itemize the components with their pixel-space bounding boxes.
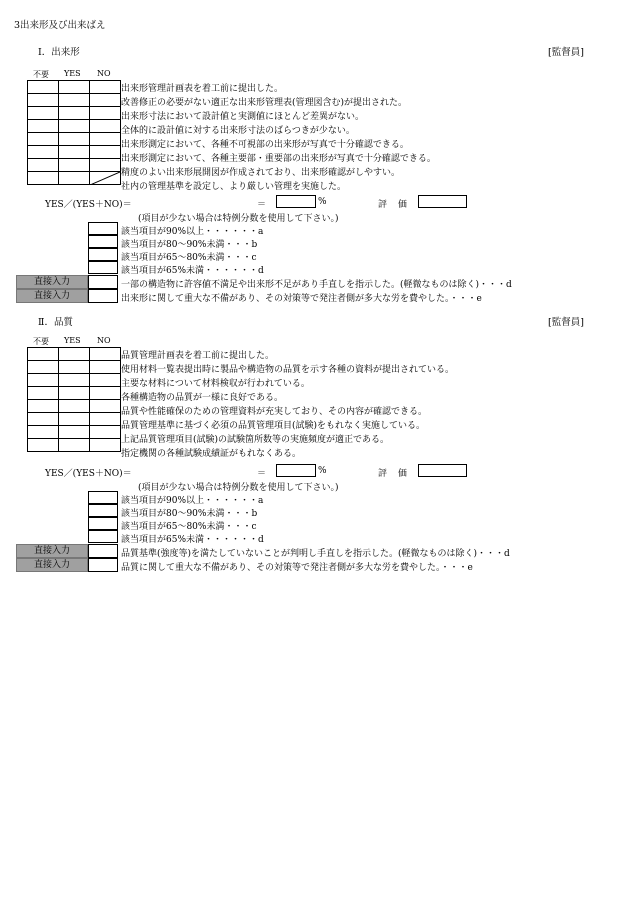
column-header-no: NO xyxy=(97,69,111,78)
direct-input-box-d[interactable] xyxy=(88,275,118,289)
checkbox-cell[interactable] xyxy=(28,146,59,159)
page-title: 3出来形及び出来ばえ xyxy=(14,20,106,31)
column-header-yes: YES xyxy=(64,336,81,345)
checkbox-cell[interactable] xyxy=(59,348,90,361)
column-header-yes: YES xyxy=(64,69,81,78)
checkbox-cell[interactable] xyxy=(28,159,59,172)
checklist-item: 指定機関の各種試験成績証がもれなくある。 xyxy=(121,449,302,459)
checklist-item: 上記品質管理項目(試験)の試験箇所数等の実施頻度が適正である。 xyxy=(121,435,390,445)
checkbox-cell[interactable] xyxy=(28,94,59,107)
checkbox-cell[interactable] xyxy=(90,387,121,400)
special-fraction-note: (項目が少ない場合は特例分数を使用して下さい。) xyxy=(138,483,339,493)
checkbox-cell[interactable] xyxy=(90,94,121,107)
checkbox-cell[interactable] xyxy=(90,400,121,413)
grade-c-box[interactable] xyxy=(88,248,118,261)
grade-b-box[interactable] xyxy=(88,504,118,517)
checkbox-cell[interactable] xyxy=(59,374,90,387)
checkbox-cell[interactable] xyxy=(90,107,121,120)
checkbox-cell[interactable] xyxy=(90,146,121,159)
checkbox-cell[interactable] xyxy=(28,107,59,120)
checkbox-cell[interactable] xyxy=(59,120,90,133)
checkbox-cell[interactable] xyxy=(28,120,59,133)
direct-input-item: 品質基準(強度等)を満たしていないことが判明し手直しを指示した。(軽微なものは除く)・・・d xyxy=(121,549,510,559)
checkbox-cell[interactable] xyxy=(90,413,121,426)
checklist-item: 出来形測定において、各種主要部・重要部の出来形が写真で十分確認できる。 xyxy=(121,154,436,164)
checklist-item: 各種構造物の品質が一様に良好である。 xyxy=(121,393,284,403)
checklist-item: 出来形管理計画表を着工前に提出した。 xyxy=(121,84,284,94)
formula-label: YES／(YES＋NO)＝ xyxy=(45,469,132,479)
checkbox-cell[interactable] xyxy=(59,81,90,94)
direct-input-label: 直接入力 xyxy=(16,275,88,289)
direct-input-item: 品質に関して重大な不備があり、その対策等で発注者側が多大な労を費やした。・・・e xyxy=(121,563,473,573)
checkbox-cell[interactable] xyxy=(90,133,121,146)
equals-sign: ＝ xyxy=(257,469,267,479)
column-header-no: NO xyxy=(97,336,111,345)
grade-item: 該当項目が65%未満・・・・・・d xyxy=(121,535,264,545)
checkbox-cell[interactable] xyxy=(90,374,121,387)
checkbox-cell[interactable] xyxy=(28,374,59,387)
grade-c-box[interactable] xyxy=(88,517,118,530)
checkbox-cell[interactable] xyxy=(28,439,59,452)
direct-input-box-d[interactable] xyxy=(88,544,118,558)
section-title-dekigata: Ⅰ．出来形 xyxy=(38,47,80,58)
checkbox-cell[interactable] xyxy=(90,426,121,439)
checkbox-cell[interactable] xyxy=(28,81,59,94)
checkbox-cell[interactable] xyxy=(59,387,90,400)
diagonal-strike-icon xyxy=(90,172,120,185)
checkbox-cell[interactable] xyxy=(59,426,90,439)
checkbox-cell[interactable] xyxy=(59,107,90,120)
percent-input[interactable] xyxy=(276,464,316,477)
grade-item: 該当項目が90%以上・・・・・・a xyxy=(121,227,264,237)
checklist-item: 社内の管理基準を設定し、より厳しい管理を実施した。 xyxy=(121,182,347,192)
column-header-unneeded: 不要 xyxy=(33,337,49,346)
checklist-item: 主要な材料について材料検収が行われている。 xyxy=(121,379,310,389)
checkbox-cell[interactable] xyxy=(59,133,90,146)
direct-input-box-e[interactable] xyxy=(88,289,118,303)
checkbox-cell[interactable] xyxy=(59,439,90,452)
checklist-item: 使用材料一覧表提出時に製品や構造物の品質を示す各種の資料が提出されている。 xyxy=(121,365,455,375)
checkbox-cell[interactable] xyxy=(28,361,59,374)
checklist-grid-quality xyxy=(27,347,121,452)
checkbox-cell[interactable] xyxy=(90,120,121,133)
direct-input-label: 直接入力 xyxy=(16,544,88,558)
grade-item: 該当項目が80～90%未満・・・b xyxy=(121,240,258,250)
checkbox-cell[interactable] xyxy=(59,159,90,172)
checkbox-cell[interactable] xyxy=(28,172,59,185)
checkbox-cell[interactable] xyxy=(59,413,90,426)
checkbox-cell[interactable] xyxy=(59,146,90,159)
checkbox-cell[interactable] xyxy=(59,172,90,185)
grade-d-box[interactable] xyxy=(88,530,118,543)
checkbox-cell[interactable] xyxy=(59,94,90,107)
grade-item: 該当項目が65%未満・・・・・・d xyxy=(121,266,264,276)
checkbox-cell[interactable] xyxy=(28,413,59,426)
checkbox-cell[interactable] xyxy=(90,348,121,361)
checklist-grid-dekigata xyxy=(27,80,121,185)
checkbox-cell[interactable] xyxy=(90,361,121,374)
checkbox-cell[interactable] xyxy=(59,361,90,374)
direct-input-label: 直接入力 xyxy=(16,558,88,572)
checklist-item: 改善修正の必要がない適正な出来形管理表(管理図含む)が提出された。 xyxy=(121,98,408,108)
evaluation-label: 評 価 xyxy=(378,469,411,479)
percent-sign: % xyxy=(318,197,327,207)
checklist-item: 品質管理基準に基づく必須の品質管理項目(試験)をもれなく実施している。 xyxy=(121,421,426,431)
percent-sign: % xyxy=(318,466,327,476)
checkbox-cell[interactable] xyxy=(28,348,59,361)
grade-item: 該当項目が80～90%未満・・・b xyxy=(121,509,258,519)
supervisor-label: [監督員] xyxy=(548,317,584,328)
evaluation-label: 評 価 xyxy=(378,200,411,210)
checkbox-cell[interactable] xyxy=(59,400,90,413)
checklist-item: 出来形寸法において設計値と実測値にほとんど差異がない。 xyxy=(121,112,365,122)
direct-input-label: 直接入力 xyxy=(16,289,88,303)
equals-sign: ＝ xyxy=(257,200,267,210)
checklist-item: 精度のよい出来形展開図が作成されており、出来形確認がしやすい。 xyxy=(121,168,401,178)
grade-b-box[interactable] xyxy=(88,235,118,248)
direct-input-item: 出来形に関して重大な不備があり、その対策等で発注者側が多大な労を費やした。・・・e xyxy=(121,294,482,304)
grade-item: 該当項目が90%以上・・・・・・a xyxy=(121,496,264,506)
checkbox-cell-struck[interactable] xyxy=(90,172,121,185)
direct-input-item: 一部の構造物に許容値不満足や出来形不足があり手直しを指示した。(軽微なものは除く)・・・d xyxy=(121,280,512,290)
grade-a-box[interactable] xyxy=(88,491,118,504)
evaluation-input[interactable] xyxy=(418,195,467,208)
checkbox-cell[interactable] xyxy=(28,387,59,400)
checkbox-cell[interactable] xyxy=(28,426,59,439)
checklist-item: 品質や性能確保のための管理資料が充実しており、その内容が確認できる。 xyxy=(121,407,428,417)
grade-d-box[interactable] xyxy=(88,261,118,274)
section-title-quality: Ⅱ．品質 xyxy=(38,317,73,328)
grade-a-box[interactable] xyxy=(88,222,118,235)
special-fraction-note: (項目が少ない場合は特例分数を使用して下さい。) xyxy=(138,214,339,224)
checkbox-cell[interactable] xyxy=(28,400,59,413)
supervisor-label: [監督員] xyxy=(548,47,584,58)
grade-item: 該当項目が65～80%未満・・・c xyxy=(121,253,257,263)
checkbox-cell[interactable] xyxy=(90,159,121,172)
percent-input[interactable] xyxy=(276,195,316,208)
checklist-item: 出来形測定において、各種不可視部の出来形が写真で十分確認できる。 xyxy=(121,140,409,150)
checkbox-cell[interactable] xyxy=(28,133,59,146)
checkbox-cell[interactable] xyxy=(90,81,121,94)
grade-item: 該当項目が65～80%未満・・・c xyxy=(121,522,257,532)
evaluation-input[interactable] xyxy=(418,464,467,477)
checklist-item: 全体的に設計値に対する出来形寸法のばらつきが少ない。 xyxy=(121,126,355,136)
direct-input-box-e[interactable] xyxy=(88,558,118,572)
column-header-unneeded: 不要 xyxy=(33,70,49,79)
checkbox-cell[interactable] xyxy=(90,439,121,452)
checklist-item: 品質管理計画表を着工前に提出した。 xyxy=(121,351,275,361)
formula-label: YES／(YES＋NO)＝ xyxy=(45,200,132,210)
